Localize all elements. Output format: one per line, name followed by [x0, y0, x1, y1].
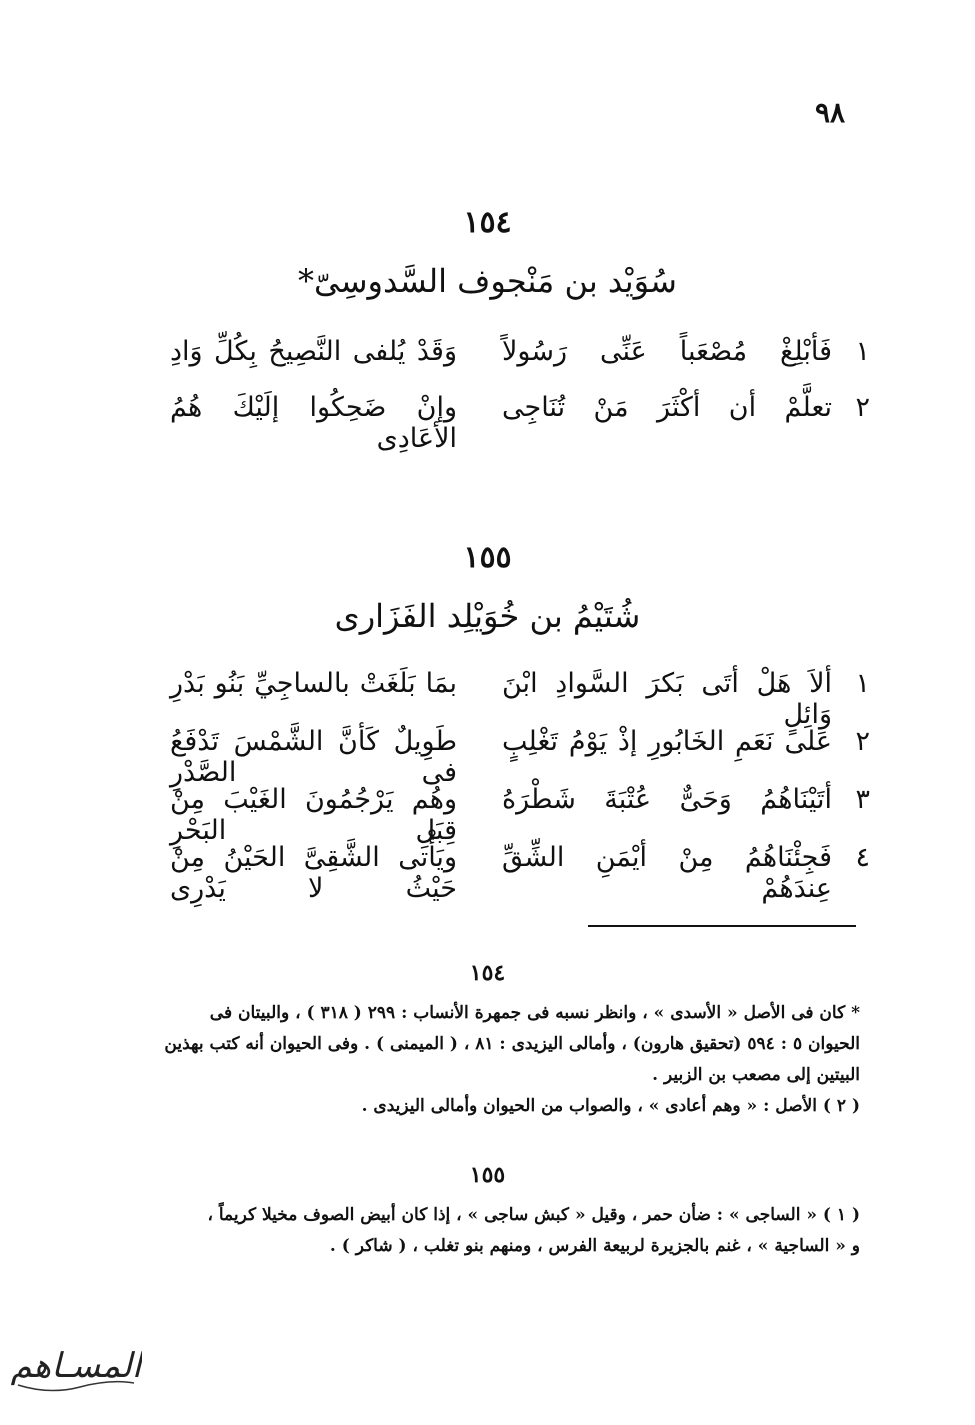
footnote-line: * كان فى الأصل « الأسدى » ، وانظر نسبه فى جمهرة الأنساب : ٢٩٩ ( ٣١٨ ) ، والبيتان فى: [209, 1003, 860, 1023]
footnote-text: [155, 1200, 860, 1262]
verse-second-hemistich: ويَأْتى الشَّقِىَّ الحَيْنُ مِنْ حَيْثُ لا يَدْرِى: [170, 842, 457, 904]
verse-number: ٤: [855, 842, 870, 873]
footnote-heading: ١٥٥: [469, 1162, 506, 1188]
footnote-heading: ١٥٤: [469, 960, 506, 986]
verse-first-hemistich: فَجِئْنَاهُمُ مِنْ أيْمَنِ الشِّقِّ عِندَهُمْ: [502, 842, 832, 904]
poem-number: ١٥٤: [463, 205, 512, 240]
verse-number: ١: [855, 668, 870, 699]
verse-first-hemistich: أتَيْنَاهُمُ وَحَىٌّ عُتْبَةَ شَطْرَهُ: [502, 784, 832, 815]
verse: [170, 726, 870, 788]
footnote-line: ( ١ ) « الساجى » : ضأن حمر ، وقيل « كبش ساجى » ، إذا كان أبيض الصوف مخيلا كريماً ،: [207, 1205, 860, 1225]
verse-first-hemistich: ألاَ هَلْ أتَى بَكرَ السَّوادِ ابْنَ وَائِلٍ: [502, 668, 832, 730]
poet-name: سُوَيْد بن مَنْجوف السَّدوسِىّ*: [298, 262, 677, 300]
verse-second-hemistich: بمَا بَلَغَتْ بالساجِيِّ بَنُو بَدْرِ: [170, 668, 457, 699]
verse-number: ٢: [855, 726, 870, 757]
verse-number: ٢: [855, 392, 870, 423]
verse: [170, 392, 870, 454]
verse: [170, 784, 870, 846]
verse-first-hemistich: عَلى نَعَمِ الخَابُورِ إذْ يَوْمُ تَغْلِبٍ: [502, 726, 832, 757]
footnote-divider: [588, 925, 856, 927]
verse-second-hemistich: وهُم يَرْجُمُونَ الغَيْبَ مِنْ قِبَلِ البَحْرِ: [170, 784, 457, 846]
footnote-line: ( ٢ ) الأصل : « وهم أعادى » ، والصواب من الحيوان وأمالى اليزيدى .: [361, 1096, 860, 1116]
verse-first-hemistich: تعلَّمْ أن أكْثَرَ مَنْ تُنَاجِى: [502, 392, 832, 423]
footnote-line: الحيوان ٥ : ٥٩٤ (تحقيق هارون) ، وأمالى اليزيدى : ٨١ ، ( الميمنى ) . وفى الحيوان أنه كتب بهذين: [164, 1034, 860, 1054]
verse-first-hemistich: فَأبْلِغْ مُصْعَباً عَنِّى رَسُولاً: [502, 336, 832, 367]
verse-second-hemistich: وإنْ ضَحِكُوا إلَيْكَ هُمُ الأعَادِى: [170, 392, 457, 454]
verse: [170, 842, 870, 904]
footnote-text: [155, 998, 860, 1122]
verse: [170, 668, 870, 730]
watermark-text: المسـاهم: [10, 1346, 142, 1386]
verse-second-hemistich: وَقَدْ يُلفى النَّصِيحُ بِكُلِّ وَادِ: [170, 336, 457, 367]
poet-name: شُتَيْمُ بن خُوَيْلِد الفَزَارى: [334, 597, 641, 635]
verse-number: ٣: [855, 784, 870, 815]
page-number: ٩٨: [815, 96, 846, 129]
verse-number: ١: [855, 336, 870, 367]
poem-number: ١٥٥: [463, 540, 512, 575]
verse: [170, 336, 870, 367]
footnote-line: البيتين إلى مصعب بن الزبير .: [652, 1065, 860, 1085]
verse-second-hemistich: طَوِيلٌ كَأنَّ الشَّمْسَ تَدْفَعُ فى الصَّدْرِ: [170, 726, 457, 788]
footnote-line: و « الساجية » ، غنم بالجزيرة لربيعة الفرس ، ومنهم بنو تغلب ، ( شاكر ) .: [329, 1236, 860, 1256]
watermark-logo: [10, 1325, 142, 1405]
